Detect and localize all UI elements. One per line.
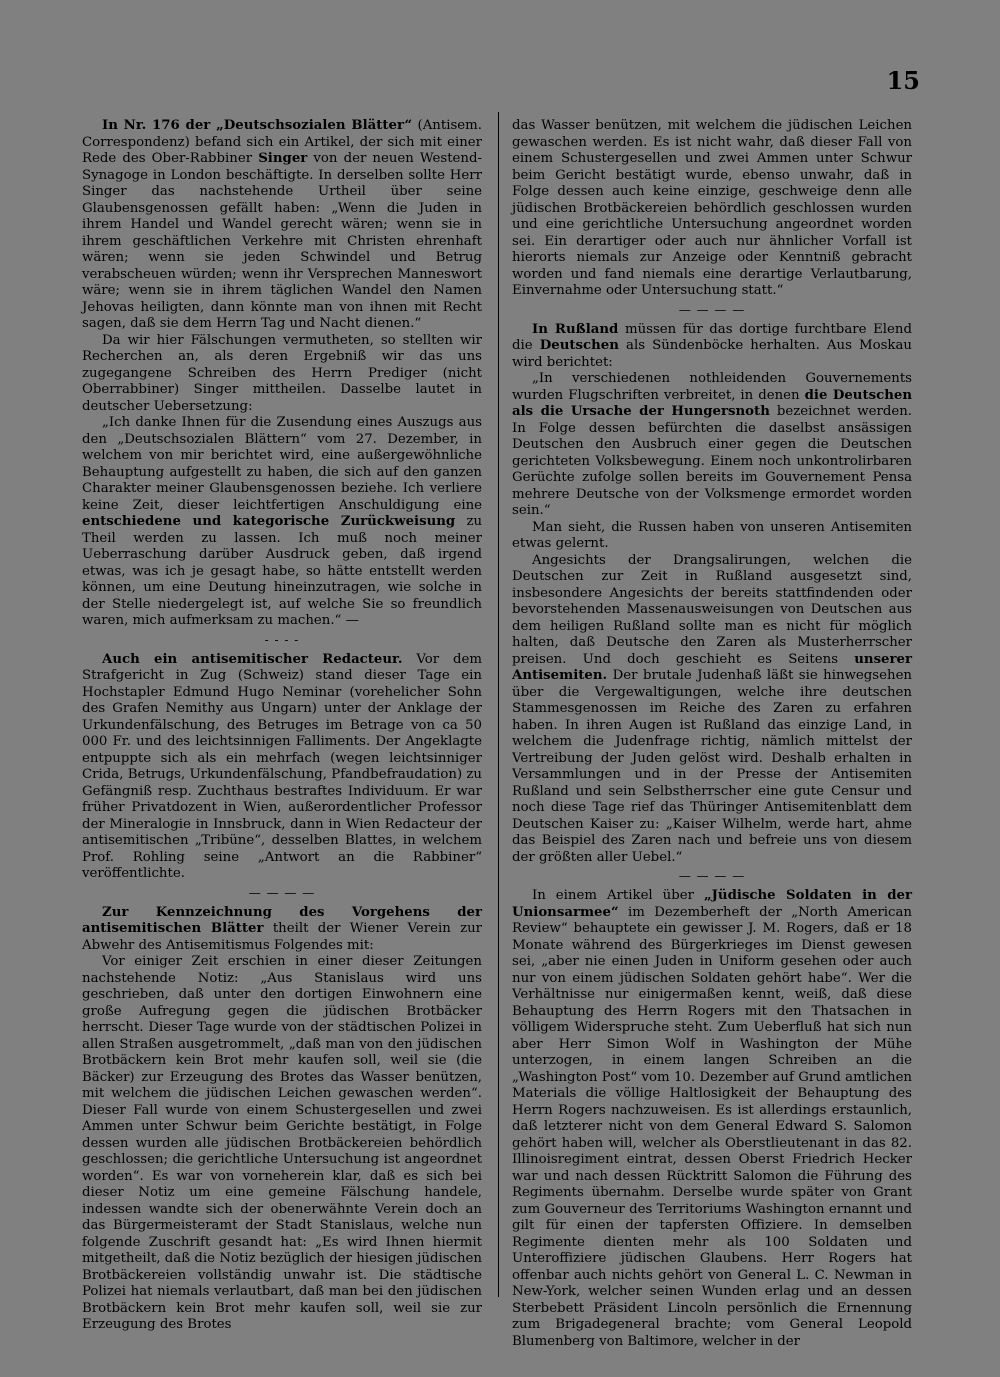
article-singer-letter-c: zu Theil werden zu lassen. Ich muß noch meiner Ueberraschung darüber Ausdruck geben, daß irgend etwas, was ich je gesagt habe, so hätte entstellt werden können, um eine Deutung hineinzutragen, wie solche in der Stelle niedergelegt ist, auf welche Sie so freundlich waren, mich aufmerksam zu machen.“ — xyxy=(82,514,483,628)
article-singer-paragraph-2: Da wir hier Fälschungen vermutheten, so stellten wir Recherchen an, als deren Ergebniß wir das uns zugegangene Schreiben des Herrn Prediger (nicht Oberrabbiner) Singer mittheilen. Dasselbe lautet in deutscher Uebersetzung: xyxy=(82,332,482,414)
article-russland-quote-emphasis: die Deutschen als die Ursache der Hungersnoth xyxy=(512,387,912,419)
article-russland-heading: In Rußland xyxy=(532,321,619,337)
article-russland-text-2: als Sündenböcke herhalten. Aus Moskau wird berichtet: xyxy=(512,338,912,370)
section-separator: - - - - xyxy=(264,632,300,647)
article-singer-letter xyxy=(82,415,482,630)
article-singer-letter-a: „Ich danke Ihnen für die Zusendung eines Auszugs aus den „Deutschsozialen Blättern“ vom 27. Dezember, in welchem von mir berichtet wird, eine außergewöhnliche Behauptung aufgestellt zu haben, die sich auf den ganzen Charakter meiner Glaubensgenossen beziehe. Ich verliere keine Zeit, dieser leichtfertigen Anschuldigung eine xyxy=(82,415,482,513)
article-singer-letter-emphasis: entschiedene und kategorische Zurückweisung xyxy=(82,514,456,529)
section-separator: — — — — xyxy=(678,302,746,317)
article-singer-text-1: (Antisem. Correspondenz) befand sich ein Artikel, der sich mit einer Rede des Ober-Rabbiner xyxy=(82,118,482,166)
article-singer xyxy=(82,118,482,333)
article-soldaten-heading: „Jüdische Soldaten in der Unionsarmee“ xyxy=(512,888,912,920)
article-kennzeichnung-continued: das Wasser benützen, mit welchem die jüdischen Leichen gewaschen werden. Es ist nicht wahr, daß dieser Fall von einem Schustergesellen und zwei Ammen unter Schwur beim Gericht bestätigt wurde, ebenso unwahr, daß in Folge dessen auch keine einzige, geschweige denn alle jüdischen Brotbäckereien behördlich geschlossen wurden und eine gerichtliche Untersuchung angeordnet worden sei. Ein derartiger oder auch nur ähnlicher Vorfall ist hierorts niemals zur Anzeige oder Kenntniß gebracht worden und fand niemals eine derartige Verlautbarung, Einvernahme oder Untersuchung statt.“ xyxy=(512,118,912,298)
left-column xyxy=(82,118,483,1332)
article-russland-text-1: müssen für das dortige furchtbare Elend die xyxy=(512,321,912,353)
article-kennzeichnung-paragraph-2: Vor einiger Zeit erschien in einer dieser Zeitungen nachstehende Notiz: „Aus Stanislaus wird uns geschrieben, daß unter den dortigen Einwohnern eine große Aufregung gegen die jüdischen Brotbäcker herrscht. Dieser Tage wurde von der städtischen Polizei in allen Straßen ausgetrommelt, „daß man von den jüdischen Brotbäckern kein Brot mehr kaufen soll, weil sie (die Bäcker) zur Erzeugung des Brotes das Wasser benützen, mit welchem die jüdischen Leichen gewaschen werden“. Dieser Fall wurde von einem Schustergesellen und zwei Ammen unter Schwur beim Gerichte bestätigt, in Folge dessen wurden alle jüdischen Brotbäckereien behördlich geschlossen; die gerichtliche Untersuchung ist angeordnet worden“. Es war von vorneherein klar, daß es sich bei dieser Notiz um eine gemeine Fälschung handele, indessen wandte sich der obenerwähnte Verein doch an das Bürgermeisteramt der Stadt Stanislaus, welche nun folgende Zuschrift gesandt hat: „Es wird Ihnen hiermit mitgetheilt, daß die Notiz bezüglich der hiesigen jüdischen Brotbäckereien vollständig unwahr ist. Die städtische Polizei hat niemals verlautbart, daß man bei den jüdischen Brotbäckern kein Brot mehr kaufen soll, weil sie zur Erzeugung des Brotes xyxy=(82,954,482,1332)
article-russland-paragraph-4 xyxy=(512,553,912,867)
article-redacteur-heading: Auch ein antisemitischer Redacteur. xyxy=(102,651,403,667)
article-kennzeichnung xyxy=(82,905,482,955)
article-russland-quote xyxy=(512,371,912,520)
article-kennzeichnung-text: theilt der Wiener Verein zur Abwehr des Antisemitismus Folgendes mit: xyxy=(82,921,483,953)
article-russland-paragraph-3: Man sieht, die Russen haben von unseren Antisemiten etwas gelernt. xyxy=(512,519,912,551)
article-russland-p4-a: Angesichts der Drangsalirungen, welchen die Deutschen zur Zeit in Rußland ausgesetzt sind, insbesondere Angesichts der bereits stattfindenden oder bevorstehenden Massenausweisungen von Deutschen aus dem heiligen Rußland sollte man es nicht für möglich halten, daß Deutsche den Zaren als Musterherrscher preisen. Und doch geschieht es Seitens xyxy=(512,552,912,667)
article-singer-heading: In Nr. 176 der „Deutschsozialen Blätter“ xyxy=(102,118,413,133)
right-column xyxy=(512,118,912,1349)
article-redacteur-text: Vor dem Strafgericht in Zug (Schweiz) stand dieser Tage ein Hochstapler Edmund Hugo Neminar (vorehelicher Sohn des Grafen Nemithy aus Ungarn) unter der Anklage der Urkundenfälschung, des Betruges im Betrage von ca 50 000 Fr. und des leichtsinnigen Falliments. Der Angeklagte entpuppte sich als ein mehrfach (wegen leichtsinniger Crida, Betrugs, Urkundenfälschung, Pfandbefraudation) zu Gefängniß resp. Zuchthaus bestraftes Individuum. Er war früher Privatdozent in Wien, außerordentlicher Professor der Mineralogie in Innsbruck, dann in Wien Redacteur der antisemitischen „Tribüne“, desselben Blattes, in welchem Prof. Rohling seine „Antwort an die Rabbiner“ veröffentlichte. xyxy=(82,651,482,881)
article-kennzeichnung-heading: Zur Kennzeichnung des Vorgehens der antisemitischen Blätter xyxy=(82,904,482,936)
page-number: 15 xyxy=(886,66,920,95)
article-russland-quote-c: bezeichnet werden. In Folge dessen befürchten die daselbst ansässigen Deutschen den Ausbruch einer gegen die Deutschen gerichteten Volksbewegung. Einem noch unkontrolirbaren Gerüchte zufolge sollen bereits im Gouvernement Pensa mehrere Deutsche von der Volksmenge ermordet worden sein.“ xyxy=(512,404,912,518)
article-singer-text-2: von der neuen Westend-Synagoge in London beschäftigte. In derselben sollte Herr Singer das nachstehende Urtheil über seine Glaubensgenossen gefällt haben: „Wenn die Juden in ihrem Handel und Wandel gerecht wären; wenn sie in ihrem geschäftlichen Verkehre mit Christen ehrenhaft wären; wenn sie jeden Schwindel und Betrug verabscheuen würden; wenn ihr Versprechen Manneswort wäre; wenn sie in ihrem täglichen Wandel den Namen Jehovas heiligten, dann könnte man von ihnen mit Recht sagen, daß sie dem Herrn Tag und Nacht dienen.“ xyxy=(82,151,482,331)
article-singer-name: Singer xyxy=(258,151,308,166)
column-divider xyxy=(498,112,499,1297)
article-redacteur xyxy=(82,652,482,883)
section-separator: — — — — xyxy=(248,885,316,900)
section-separator: — — — — xyxy=(678,869,746,883)
article-russland-emphasis-1: Deutschen xyxy=(539,338,619,353)
article-russland-p4-c: Der brutale Judenhaß läßt sie hinwegsehen über die Vergewaltigungen, welche ihre deutschen Stammesgenossen im Reiche des Zaren zu erfahren haben. In ihren Augen ist Rußland das einzige Land, in welchem die Judenfrage richtig, nämlich mittelst der Vertreibung der Juden gelöst wird. Deshalb erhalten in Versammlungen und in der Presse der Antisemiten Rußland und sein Selbstherrscher eine gute Censur und noch diese Tage rief das Thüringer Antisemitenblatt dem Deutschen Kaiser zu: „Kaiser Wilhelm, werde hart, ahme das Beispiel des Zaren nach und befreie uns von diesem der größten aller Uebel.“ xyxy=(512,668,912,865)
article-soldaten-text-2: im Dezemberheft der „North American Review“ behauptete ein gewisser J. M. Rogers, daß er 18 Monate während des Bürgerkrieges im Dienst gewesen sei, „aber nie einen Juden in Uniform gesehen oder auch nur von einem jüdischen Soldaten gehört habe“. Wer die Verhältnisse nur einigermaßen kennt, weiß, daß diese Behauptung des Herrn Rogers mit den Thatsachen in völligem Widerspruche steht. Zum Ueberfluß hat sich nun aber Herr Simon Wolf in Washington der Mühe unterzogen, in einem langen Schreiben an die „Washington Post“ vom 10. Dezember auf Grund amtlichen Materials die völlige Haltlosigkeit der Behauptung des Herrn Rogers nachzuweisen. Es ist allerdings erstaunlich, daß letzterer nicht von dem General Edward S. Salomon gehört haben will, welcher als Oberstlieutenant in das 82. Illinoisregiment eintrat, dessen Oberst Friedrich Hecker war und nach dessen Rücktritt Salomon die Führung des Regiments übernahm. Derselbe wurde später von Grant zum Gouverneur des Territoriums Washington ernannt und gilt für einen der tapfersten Offiziere. In demselben Regimente dienten mehr als 100 Soldaten und Unteroffiziere jüdischen Glaubens. Herr Rogers hat offenbar auch nichts gehört von General L. C. Newman in New-York, welcher seinen Wunden erlag und an dessen Sterbebett Präsident Lincoln persönlich die Ernennung zum Brigadegeneral brachte; vom General Leopold Blumenberg von Baltimore, welcher in der xyxy=(512,904,912,1349)
article-soldaten xyxy=(512,888,912,1350)
article-russland-p4-emphasis: unserer Antisemiten. xyxy=(512,651,912,683)
article-russland-quote-a: „In verschiedenen nothleidenden Gouvernements wurden Flugschriften verbreitet, in denen xyxy=(512,371,912,403)
article-soldaten-text-1: In einem Artikel über xyxy=(532,888,704,903)
article-russland xyxy=(512,322,912,372)
